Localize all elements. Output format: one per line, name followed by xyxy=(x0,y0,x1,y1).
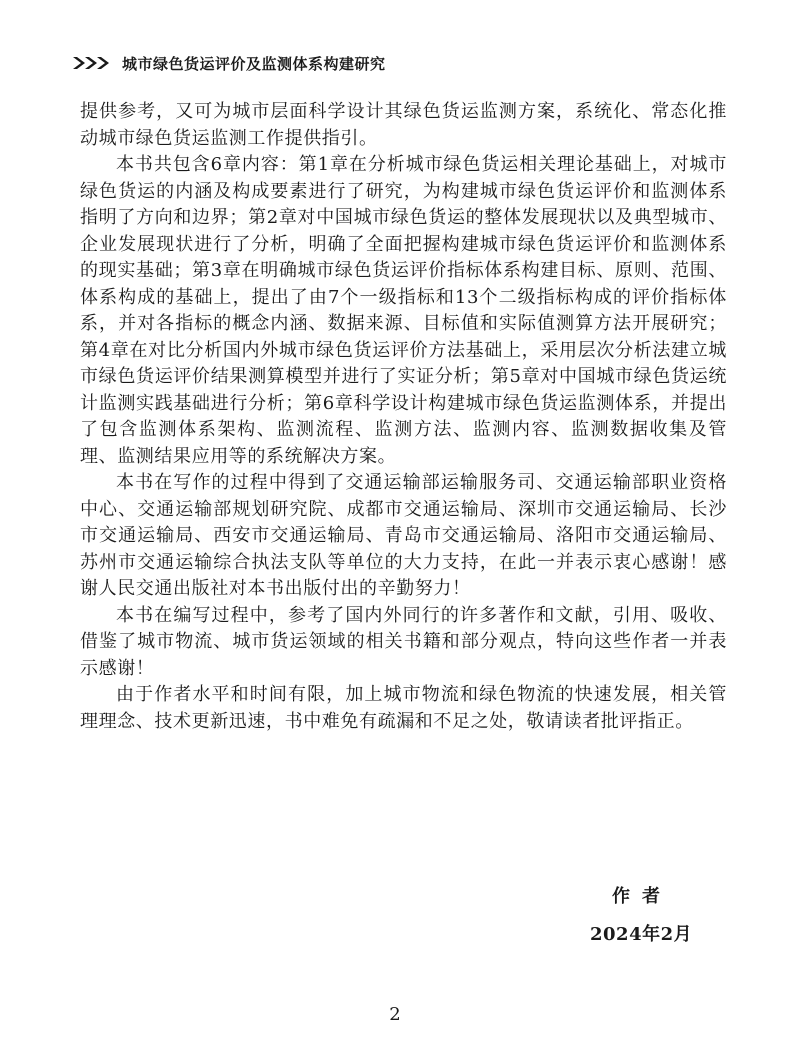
signature-date: 2024年2月 xyxy=(590,924,693,945)
running-header-title: 城市绿色货运评价及监测体系构建研究 xyxy=(122,54,386,73)
paragraph: 提供参考，又可为城市层面科学设计其绿色货运监测方案，系统化、常态化推动城市绿色货运监测工作提供指引。 xyxy=(80,101,727,149)
paragraph: 由于作者水平和时间有限，加上城市物流和绿色物流的快速发展，相关管理理念、技术更新迅速，书中难免有疏漏和不足之处，敬请读者批评指正。 xyxy=(80,684,727,732)
paragraph: 本书在编写过程中，参考了国内外同行的许多著作和文献，引用、吸收、借鉴了城市物流、城市货运领域的相关书籍和部分观点，特向这些作者一并表示感谢！ xyxy=(80,604,727,679)
page-number: 2 xyxy=(389,1004,401,1025)
paragraph: 本书在写作的过程中得到了交通运输部运输服务司、交通运输部职业资格中心、交通运输部规划研究院、成都市交通运输局、深圳市交通运输局、长沙市交通运输局、西安市交通运输局、青岛市交通运输局、洛阳市交通运输局、苏州市交通运输综合执法支队等单位的大力支持，在此一并表示衷心感谢！感谢人民交通出版社对本书出版付出的辛勤努力！ xyxy=(80,472,727,599)
paragraph: 本书共包含6章内容：第1章在分析城市绿色货运相关理论基础上，对城市绿色货运的内涵及构成要素进行了研究，为构建城市绿色货运评价和监测体系指明了方向和边界；第2章对中国城市绿色货运的整体发展现状以及典型城市、企业发展现状进行了分析，明确了全面把握构建城市绿色货运评价和监测体系的现实基础；第3章在明确城市绿色货运评价指标体系构建目标、原则、范围、体系构成的基础上，提出了由7个一级指标和13个二级指标构成的评价指标体系，并对各指标的概念内涵、数据来源、目标值和实际值测算方法开展研究；第4章在对比分析国内外城市绿色货运评价方法基础上，采用层次分析法建立城市绿色货运评价结果测算模型并进行了实证分析；第5章对中国城市绿色货运统计监测实践基础进行分析；第6章科学设计构建城市绿色货运监测体系，并提出了包含监测体系架构、监测流程、监测方法、监测内容、监测数据收集及管理、监测结果应用等的系统解决方案。 xyxy=(80,154,727,467)
signature-author: 作者 xyxy=(612,886,672,907)
signature-block xyxy=(560,878,720,954)
triple-chevron-right-icon xyxy=(72,56,112,70)
running-header xyxy=(72,52,386,74)
preface-body xyxy=(80,99,727,735)
